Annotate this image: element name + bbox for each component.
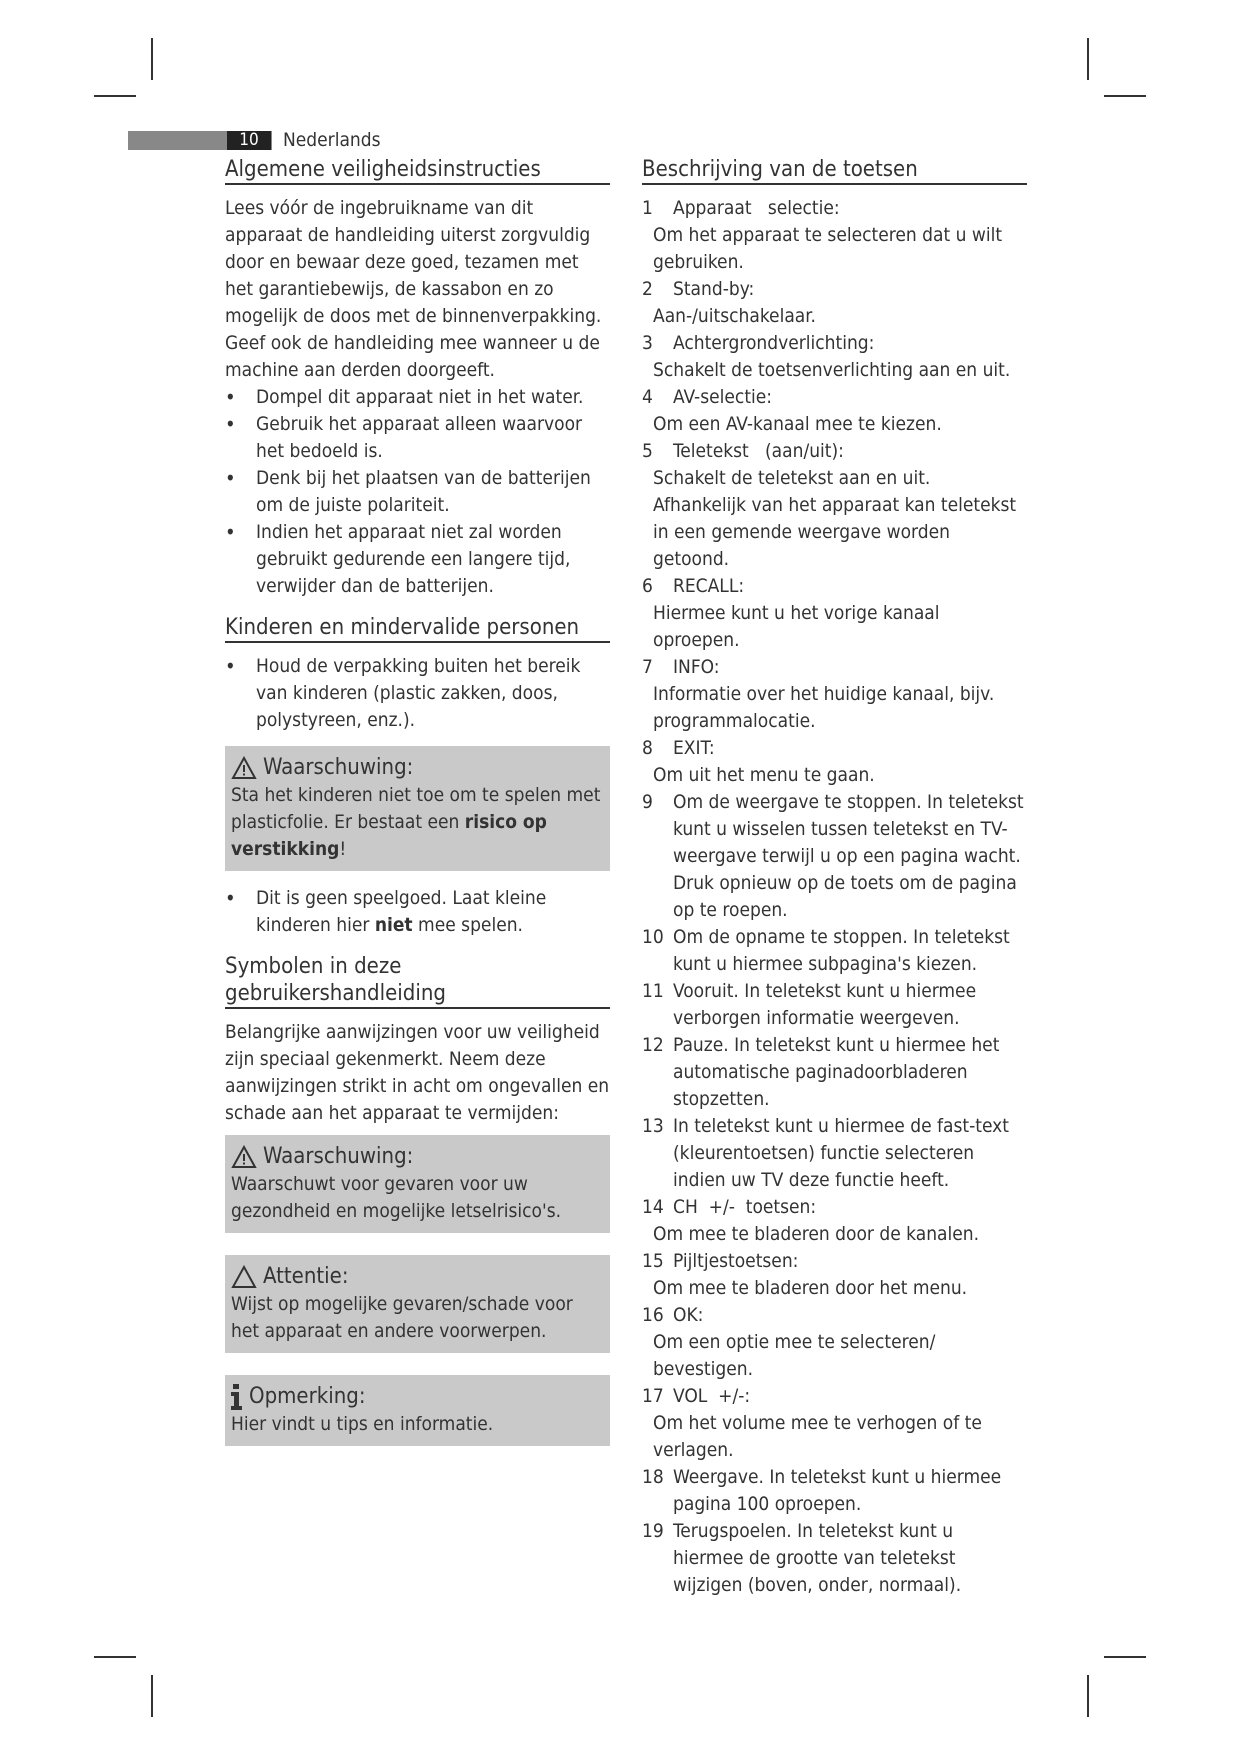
key-number: 8	[642, 737, 653, 759]
key-label: CH +/- toetsen:	[673, 1196, 817, 1218]
key-number: 14	[642, 1196, 664, 1218]
key-label: OK:	[673, 1304, 704, 1326]
key-number: 6	[642, 575, 653, 597]
key-label: Vooruit. In teletekst kunt u hiermee verborgen informatie weergeven.	[673, 980, 982, 1029]
key-number: 2	[642, 278, 653, 300]
crop-mark	[94, 1656, 136, 1658]
key-description: Aan-/uitschakelaar.	[653, 305, 816, 327]
key-number: 16	[642, 1304, 664, 1326]
key-item-6	[642, 573, 1027, 654]
key-item-16	[642, 1302, 1027, 1383]
key-label: INFO:	[673, 656, 720, 678]
bullet-text: Dit is geen speelgoed. Laat kleine kinderen hier	[256, 887, 547, 936]
crop-mark	[1087, 38, 1089, 80]
warning-text-part: !	[339, 838, 347, 860]
key-description: Om uit het menu te gaan.	[653, 764, 875, 786]
list-item	[225, 885, 610, 939]
key-description: Om het volume mee te verhogen of te verlagen.	[653, 1412, 982, 1461]
key-label: EXIT:	[673, 737, 715, 759]
info-icon	[231, 1384, 243, 1410]
key-item-13	[642, 1113, 1027, 1194]
key-description: Hiermee kunt u het vorige kanaal oproepen.	[653, 602, 940, 651]
crop-mark	[151, 1675, 153, 1717]
list-item: • Indien het apparaat niet zal worden gebruikt gedurende een langere tijd, verwijder dan de batterijen.	[225, 519, 610, 600]
key-number: 15	[642, 1250, 664, 1272]
key-number: 7	[642, 656, 653, 678]
key-description: Om mee te bladeren door het menu.	[653, 1277, 968, 1299]
attention-heading	[231, 1263, 604, 1291]
key-item-15	[642, 1248, 1027, 1302]
key-item-2	[642, 276, 1027, 330]
crop-mark	[1104, 95, 1146, 97]
key-number: 5	[642, 440, 653, 462]
key-label: Stand-by:	[673, 278, 755, 300]
key-item-3	[642, 330, 1027, 384]
key-label: Terugspoelen. In teletekst kunt u hiermee de grootte van teletekst wijzigen (boven, onder, normaal).	[673, 1520, 962, 1596]
key-description: Informatie over het huidige kanaal, bijv. programmalocatie.	[653, 683, 995, 732]
key-item-12	[642, 1032, 1027, 1113]
attention-box	[225, 1255, 610, 1353]
list-item: • Houd de verpakking buiten het bereik van kinderen (plastic zakken, doos, polystyreen, enz.).	[225, 653, 610, 734]
list-item: • Dompel dit apparaat niet in het water.	[225, 384, 610, 411]
key-item-5	[642, 438, 1027, 573]
key-label: Om de weergave te stoppen. In teletekst kunt u wisselen tussen teletekst en TV-weergave terwijl u op een pagina wacht. Druk opnieuw op de toets om de pagina op te roepen.	[673, 791, 1030, 921]
section-title-symbols: Symbolen in deze gebruikershandleiding	[225, 953, 610, 1009]
key-item-11	[642, 978, 1027, 1032]
list-item: • Gebruik het apparaat alleen waarvoor het bedoeld is.	[225, 411, 610, 465]
right-column	[642, 156, 1030, 1599]
warning-text: Waarschuwt voor gevaren voor uw gezondheid en mogelijke letselrisico's.	[231, 1173, 562, 1222]
crop-mark	[1104, 1656, 1146, 1658]
attention-title: Attentie:	[263, 1264, 349, 1289]
key-number: 12	[642, 1034, 664, 1056]
key-number: 4	[642, 386, 653, 408]
key-item-1	[642, 195, 1027, 276]
bullet-text: mee spelen.	[412, 914, 523, 936]
attention-triangle-icon	[231, 1265, 257, 1289]
section-title-safety: Algemene veiligheidsinstructies	[225, 156, 610, 185]
key-description: Om een optie mee te selecteren/ bevestigen.	[653, 1331, 936, 1380]
symbols-intro: Belangrijke aanwijzingen voor uw veiligheid zijn speciaal gekenmerkt. Neem deze aanwijzingen strikt in acht om ongevallen en schade aan het apparaat te vermijden:	[225, 1021, 610, 1124]
key-number: 13	[642, 1115, 664, 1137]
attention-text: Wijst op mogelijke gevaren/schade voor het apparaat en andere voorwerpen.	[231, 1293, 573, 1342]
note-text: Hier vindt u tips en informatie.	[231, 1413, 494, 1435]
warning-title: Waarschuwing:	[263, 755, 414, 780]
note-box	[225, 1375, 610, 1446]
key-number: 9	[642, 791, 653, 813]
section-title-children: Kinderen en mindervalide personen	[225, 614, 610, 643]
key-number: 18	[642, 1466, 664, 1488]
warning-triangle-icon	[231, 1145, 257, 1169]
key-label: RECALL:	[673, 575, 745, 597]
note-heading	[231, 1383, 604, 1411]
page-number: 10	[227, 131, 271, 150]
key-description: Om mee te bladeren door de kanalen.	[653, 1223, 980, 1245]
list-item: • Denk bij het plaatsen van de batterijen om de juiste polariteit.	[225, 465, 610, 519]
key-label: VOL +/-:	[673, 1385, 751, 1407]
key-label: Pijltjestoetsen:	[673, 1250, 799, 1272]
key-label: Teletekst (aan/uit):	[673, 440, 844, 462]
key-item-10	[642, 924, 1027, 978]
safety-bullets	[225, 384, 610, 600]
key-label: Weergave. In teletekst kunt u hiermee pagina 100 oproepen.	[673, 1466, 1007, 1515]
key-item-19	[642, 1518, 1027, 1599]
key-description: Schakelt de toetsenverlichting aan en uit.	[653, 359, 1011, 381]
warning-text	[231, 782, 604, 863]
warning-box-children	[225, 746, 610, 871]
key-label: AV-selectie:	[673, 386, 773, 408]
key-number: 19	[642, 1520, 664, 1542]
warning-title: Waarschuwing:	[263, 1144, 414, 1169]
key-description: Om een AV-kanaal mee te kiezen.	[653, 413, 942, 435]
left-column	[225, 156, 610, 1446]
key-description-list	[642, 195, 1030, 1599]
children-bullets-2	[225, 885, 610, 939]
note-title: Opmerking:	[249, 1384, 366, 1409]
key-number: 1	[642, 197, 653, 219]
key-item-4	[642, 384, 1027, 438]
children-bullets	[225, 653, 610, 734]
crop-mark	[1087, 1675, 1089, 1717]
key-item-7	[642, 654, 1027, 735]
crop-mark	[151, 38, 153, 80]
key-number: 17	[642, 1385, 664, 1407]
key-number: 11	[642, 980, 664, 1002]
key-item-8	[642, 735, 1027, 789]
key-number: 10	[642, 926, 664, 948]
crop-mark	[94, 95, 136, 97]
warning-heading	[231, 1143, 604, 1171]
warning-heading	[231, 754, 604, 782]
language-label: Nederlands	[283, 129, 381, 151]
safety-intro: Lees vóór de ingebruikname van dit apparaat de handleiding uiterst zorgvuldig door en bewaar deze goed, tezamen met het garantiebewijs, de kassabon en zo mogelijk de doos met de binnenverpakking. Geef ook de handleiding mee wanneer u de machine aan derden doorgeeft.	[225, 197, 602, 381]
warning-triangle-icon	[231, 756, 257, 780]
section-title-keys: Beschrijving van de toetsen	[642, 156, 1027, 185]
key-label: Pauze. In teletekst kunt u hiermee het automatische paginadoorbladeren stopzetten.	[673, 1034, 1005, 1110]
warning-text-part: Sta het kinderen niet toe om te spelen met plasticfolie. Er bestaat een	[231, 784, 601, 833]
key-item-9	[642, 789, 1030, 924]
key-item-17	[642, 1383, 1027, 1464]
key-item-14	[642, 1194, 1027, 1248]
key-description: Om het apparaat te selecteren dat u wilt gebruiken.	[653, 224, 1003, 273]
key-item-18	[642, 1464, 1027, 1518]
key-label: Achtergrondverlichting:	[673, 332, 875, 354]
warning-box-symbol	[225, 1135, 610, 1233]
key-label: In teletekst kunt u hiermee de fast-text (kleurentoetsen) functie selecteren indien uw TV deze functie heeft.	[673, 1115, 1015, 1191]
key-label: Apparaat selectie:	[673, 197, 840, 219]
warning-text-bold: risico op verstikking	[231, 811, 547, 860]
bullet-text-bold: niet	[374, 914, 413, 936]
key-label: Om de opname te stoppen. In teletekst kunt u hiermee subpagina's kiezen.	[673, 926, 1016, 975]
key-description: Schakelt de teletekst aan en uit. Afhankelijk van het apparaat kan teletekst in een gemende weergave worden getoond.	[653, 467, 1017, 570]
key-number: 3	[642, 332, 653, 354]
